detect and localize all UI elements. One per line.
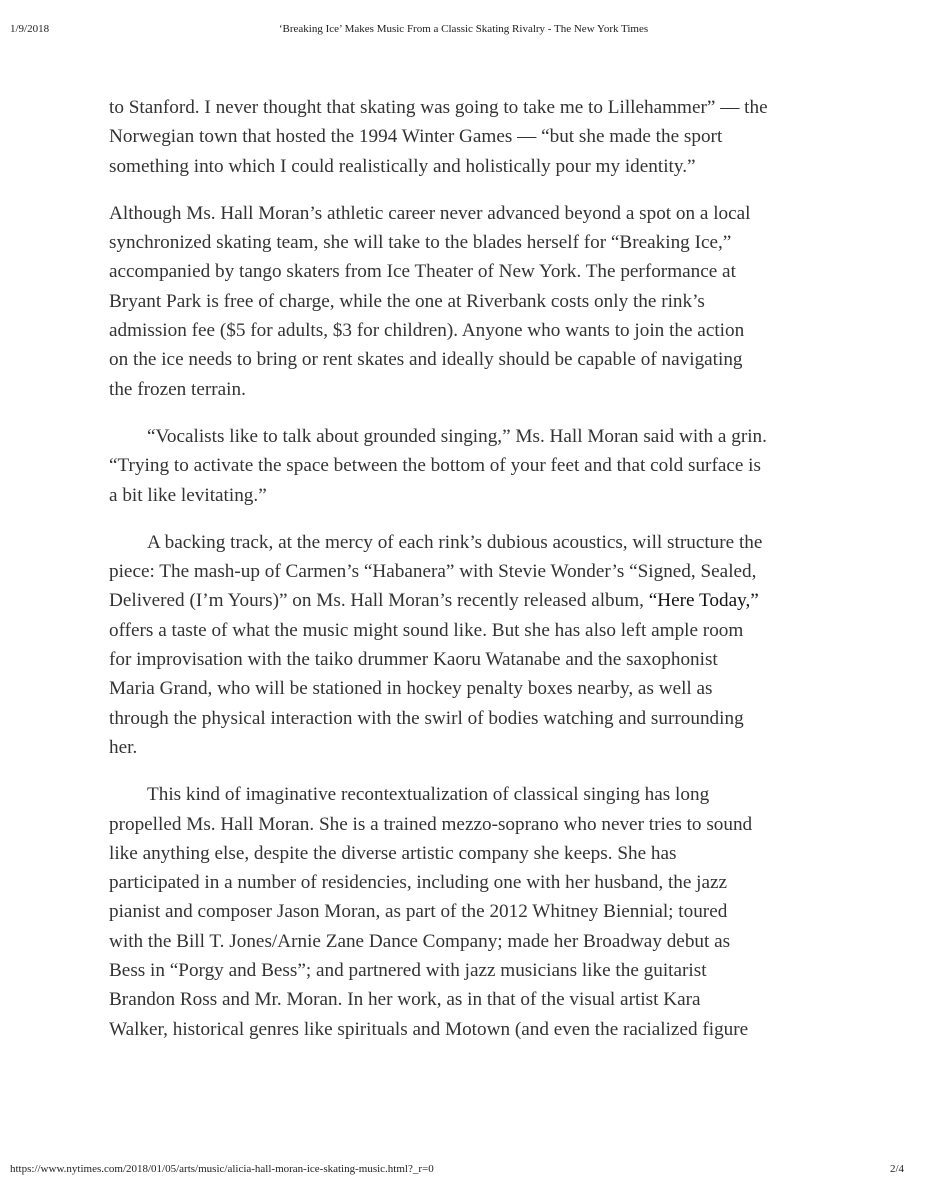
paragraph-line: with the Bill T. Jones/Arnie Zane Dance Company; made her Broadway debut as	[109, 930, 731, 952]
page-number: 2/4	[889, 1163, 904, 1175]
paragraph-4	[109, 528, 839, 762]
article-body	[109, 93, 839, 1062]
paragraph-line: a bit like levitating.”	[109, 484, 267, 506]
paragraph-line: accompanied by tango skaters from Ice Theater of New York. The performance at	[109, 261, 736, 283]
paragraph-2	[109, 199, 839, 404]
paragraph-line: pianist and composer Jason Moran, as part of the 2012 Whitney Biennial; toured	[109, 901, 728, 923]
paragraph-line: Bess in “Porgy and Bess”; and partnered with jazz musicians like the guitarist	[109, 960, 707, 982]
album-link[interactable]: “Here Today,”	[648, 590, 759, 612]
paragraph-line: admission fee ($5 for adults, $3 for children). Anyone who wants to join the action	[109, 320, 745, 342]
paragraph-line: Although Ms. Hall Moran’s athletic career never advanced beyond a spot on a local	[109, 202, 751, 224]
paragraph-line: “Trying to activate the space between the bottom of your feet and that cold surface is	[109, 455, 761, 477]
paragraph-line: her.	[109, 736, 138, 758]
paragraph-line: to Stanford. I never thought that skating was going to take me to Lillehammer” — the	[109, 97, 768, 118]
paragraph-line: “Vocalists like to talk about grounded singing,” Ms. Hall Moran said with a grin.	[147, 425, 767, 447]
paragraph-1	[109, 93, 839, 181]
paragraph-line: something into which I could realistically and holistically pour my identity.”	[109, 155, 696, 177]
paragraph-line: Walker, historical genres like spirituals and Motown (and even the racialized figure	[109, 1018, 749, 1040]
paragraph-line: participated in a number of residencies, including one with her husband, the jazz	[109, 872, 728, 894]
paragraph-3	[109, 422, 839, 510]
paragraph-5	[109, 780, 839, 1044]
paragraph-line: Norwegian town that hosted the 1994 Winter Games — “but she made the sport	[109, 126, 723, 148]
paragraph-line: the frozen terrain.	[109, 378, 246, 400]
page-url: https://www.nytimes.com/2018/01/05/arts/music/alicia-hall-moran-ice-skating-music.html?_r=0	[10, 1163, 434, 1175]
paragraph-line: offers a taste of what the music might sound like. But she has also left ample room	[109, 619, 744, 641]
paragraph-text: Delivered (I’m Yours)” on Ms. Hall Moran’s recently released album,	[109, 590, 649, 612]
paragraph-line: Maria Grand, who will be stationed in hockey penalty boxes nearby, as well as	[109, 678, 713, 700]
paragraph-line: like anything else, despite the diverse artistic company she keeps. She has	[109, 842, 677, 864]
paragraph-line: synchronized skating team, she will take to the blades herself for “Breaking Ice,”	[109, 232, 732, 254]
print-date: 1/9/2018	[10, 23, 50, 35]
paragraph-line: propelled Ms. Hall Moran. She is a trained mezzo-soprano who never tries to sound	[109, 813, 753, 835]
document-title: ‘Breaking Ice’ Makes Music From a Classic Skating Rivalry - The New York Times	[278, 23, 649, 35]
paragraph-line: piece: The mash-up of Carmen’s “Habanera” with Stevie Wonder’s “Signed, Sealed,	[109, 561, 757, 583]
paragraph-line: Bryant Park is free of charge, while the one at Riverbank costs only the rink’s	[109, 290, 705, 312]
paragraph-line: on the ice needs to bring or rent skates and ideally should be capable of navigating	[109, 349, 743, 371]
paragraph-line: A backing track, at the mercy of each rink’s dubious acoustics, will structure the	[147, 531, 763, 553]
paragraph-line	[109, 586, 839, 615]
paragraph-line: This kind of imaginative recontextualization of classical singing has long	[147, 784, 710, 806]
paragraph-line: for improvisation with the taiko drummer Kaoru Watanabe and the saxophonist	[109, 649, 718, 671]
paragraph-line: Brandon Ross and Mr. Moran. In her work, as in that of the visual artist Kara	[109, 989, 701, 1011]
paragraph-line: through the physical interaction with the swirl of bodies watching and surrounding	[109, 707, 744, 729]
